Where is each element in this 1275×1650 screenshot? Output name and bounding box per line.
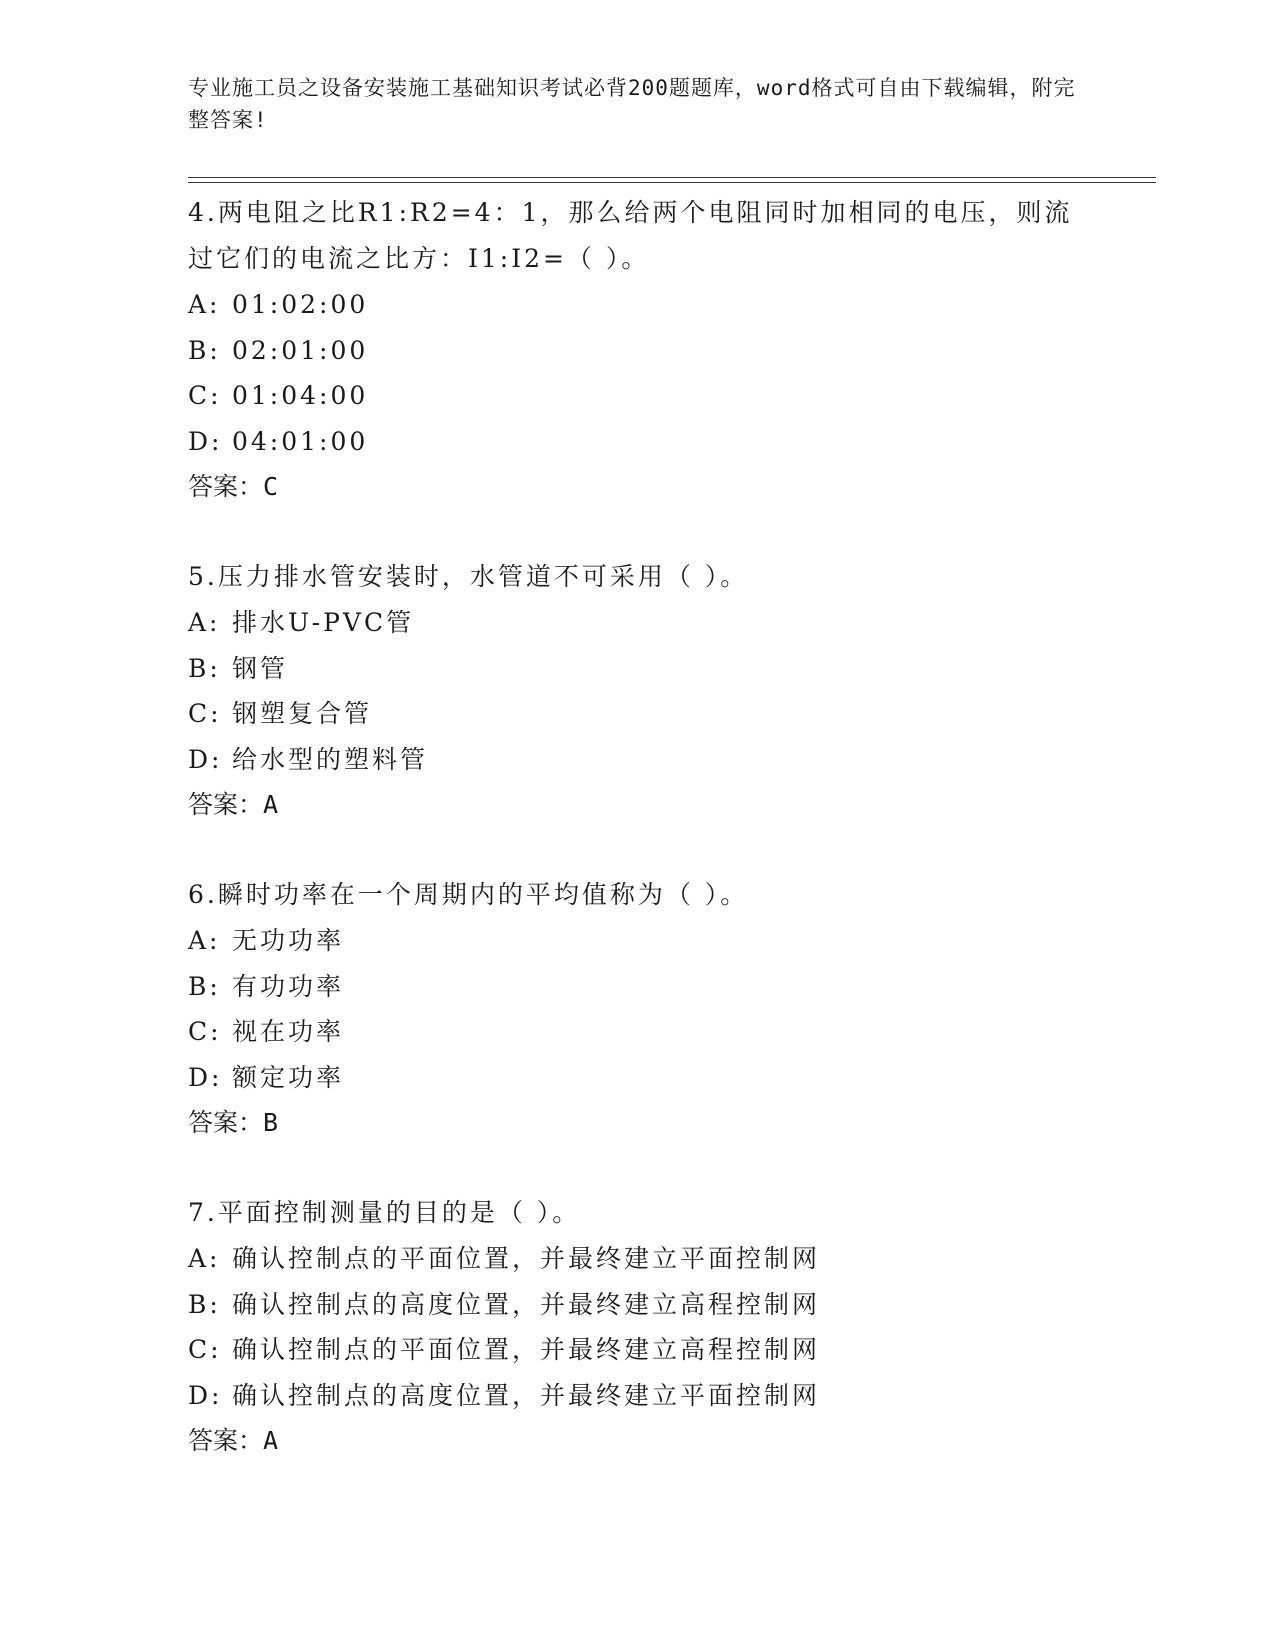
option-d	[188, 737, 1088, 783]
option-text: 确认控制点的高度位置，并最终建立高程控制网	[232, 1289, 821, 1319]
option-a	[188, 600, 1088, 646]
option-letter: B:	[188, 1289, 221, 1319]
option-letter: D:	[188, 1062, 223, 1092]
option-text: 钢塑复合管	[232, 699, 373, 728]
option-a	[188, 918, 1088, 964]
option-letter: C:	[188, 381, 222, 410]
option-letter: A:	[188, 608, 221, 637]
question-5	[188, 554, 1088, 827]
question-stem: 6.瞬时功率在一个周期内的平均值称为（ ）。	[188, 880, 749, 909]
option-text: 无功功率	[232, 926, 345, 955]
option-text: 01:04:00	[232, 381, 369, 410]
option-letter: C:	[188, 699, 222, 728]
question-stem: 5.压力排水管安装时，水管道不可采用（ ）。	[188, 562, 749, 591]
question-stem: 4.两电阻之比R1:R2=4：1，那么给两个电阻同时加相同的电压，则流过它们的电流之比方：I1:I2=（ ）。	[188, 198, 1073, 273]
option-b	[188, 646, 1088, 692]
question-spacer	[188, 509, 1088, 554]
option-letter: C:	[188, 1335, 222, 1364]
option-letter: A:	[188, 290, 221, 319]
option-c	[188, 1009, 1088, 1055]
option-text: 确认控制点的平面位置，并最终建立平面控制网	[232, 1244, 821, 1273]
option-letter: B:	[188, 335, 221, 365]
answer-line: 答案：C	[188, 472, 279, 501]
document-header: 专业施工员之设备安装施工基础知识考试必背200题题库，word格式可自由下载编辑，附完整答案!	[188, 76, 1076, 132]
question-6	[188, 872, 1088, 1145]
question-7	[188, 1190, 1088, 1463]
option-letter: B:	[188, 971, 221, 1001]
question-spacer	[188, 1145, 1088, 1190]
answer-line: 答案：A	[188, 790, 279, 819]
answer-line: 答案：A	[188, 1426, 279, 1455]
option-text: 02:01:00	[232, 335, 369, 365]
answer-line: 答案：B	[188, 1108, 279, 1137]
option-text: 确认控制点的平面位置，并最终建立高程控制网	[232, 1335, 821, 1364]
option-c	[188, 691, 1088, 737]
option-text: 01:02:00	[232, 290, 369, 319]
option-a	[188, 1236, 1088, 1282]
option-text: 钢管	[232, 653, 289, 683]
option-text: 排水U-PVC管	[232, 608, 415, 637]
header-divider-top	[188, 177, 1156, 178]
question-list	[188, 190, 1088, 1463]
option-letter: D:	[188, 1380, 223, 1410]
question-spacer	[188, 827, 1088, 872]
option-c	[188, 373, 1088, 419]
option-letter: B:	[188, 653, 221, 683]
option-text: 额定功率	[232, 1062, 345, 1092]
header-divider-bottom	[188, 182, 1156, 183]
option-text: 视在功率	[232, 1017, 345, 1046]
option-text: 有功功率	[232, 971, 345, 1001]
option-d	[188, 1055, 1088, 1101]
option-d	[188, 1373, 1088, 1419]
option-text: 04:01:00	[232, 426, 369, 456]
option-letter: C:	[188, 1017, 222, 1046]
option-c	[188, 1327, 1088, 1373]
question-stem: 7.平面控制测量的目的是（ ）。	[188, 1198, 581, 1227]
option-text: 确认控制点的高度位置，并最终建立平面控制网	[232, 1380, 821, 1410]
option-b	[188, 964, 1088, 1010]
option-letter: D:	[188, 426, 223, 456]
option-text: 给水型的塑料管	[232, 744, 429, 774]
option-a	[188, 282, 1088, 328]
option-letter: D:	[188, 744, 223, 774]
question-4	[188, 190, 1088, 509]
option-letter: A:	[188, 926, 221, 955]
option-letter: A:	[188, 1244, 221, 1273]
option-d	[188, 419, 1088, 465]
option-b	[188, 328, 1088, 374]
option-b	[188, 1282, 1088, 1328]
